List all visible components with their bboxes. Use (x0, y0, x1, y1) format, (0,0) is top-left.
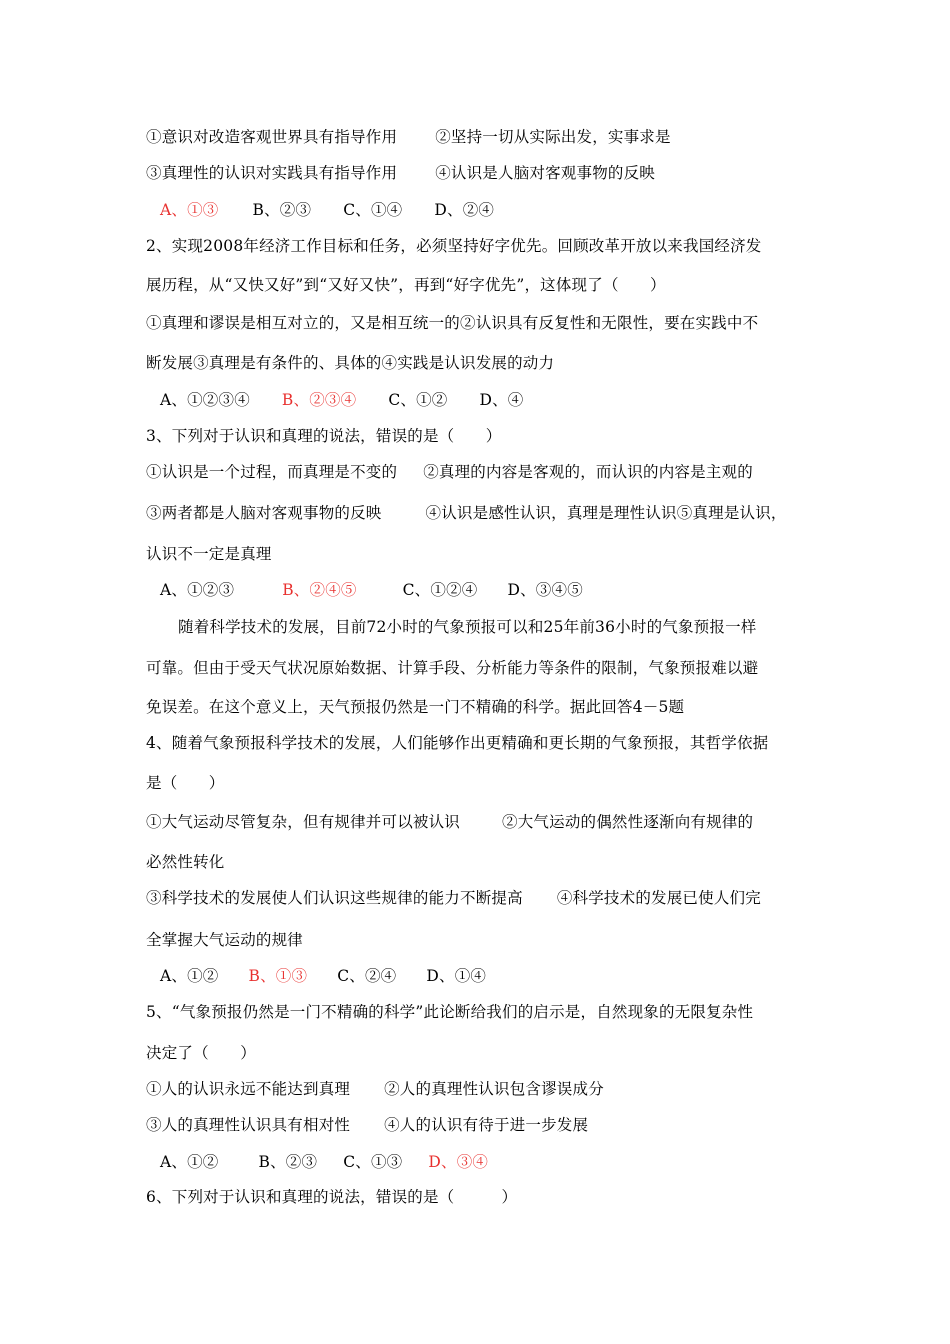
q5-choices (160, 1152, 488, 1172)
q3-option-3: ③两者都是人脑对客观事物的反映 (146, 504, 382, 522)
q5-option-1: ①人的认识永远不能达到真理 (146, 1080, 351, 1098)
q2-choices (160, 390, 524, 410)
q2-choice-b: B、②③④ (281, 391, 357, 409)
q1-option-1: ①意识对改造客观世界具有指导作用 (146, 128, 398, 146)
q6-stem: 6、下列对于认识和真理的说法，错误的是（ ） (146, 1188, 518, 1206)
q5-option-4: ④人的认识有待于进一步发展 (384, 1116, 589, 1134)
q3-option-2: ②真理的内容是客观的，而认识的内容是主观的 (423, 463, 753, 481)
q5-option-3: ③人的真理性认识具有相对性 (146, 1116, 351, 1134)
q3-option-1: ①认识是一个过程，而真理是不变的 (146, 463, 398, 481)
q3-option-4-5: ④认识是感性认识，真理是理性认识⑤真理是认识， (425, 504, 787, 522)
q1-choice-b: B、②③ (252, 201, 312, 219)
q4-choices (160, 966, 486, 986)
q4-options-line-4: 全掌握大气运动的规律 (146, 931, 304, 949)
q1-option-3: ③真理性的认识对实践具有指导作用 (146, 164, 398, 182)
passage-line-3: 免误差。在这个意义上，天气预报仍然是一门不精确的科学。据此回答4－5题 (146, 698, 685, 716)
q5-choice-a: A、①② (160, 1153, 219, 1171)
q2-choice-d: D、④ (479, 391, 524, 409)
q2-options-line-1: ①真理和谬误是相互对立的，又是相互统一的②认识具有反复性和无限性，要在实践中不 (146, 314, 759, 332)
q4-choice-d: D、①④ (426, 967, 487, 985)
q3-choice-c: C、①②④ (402, 581, 478, 599)
q5-choice-b: B、②③ (258, 1153, 318, 1171)
q1-option-4: ④认识是人脑对客观事物的反映 (435, 164, 656, 182)
q3-choice-d: D、③④⑤ (507, 581, 583, 599)
q3-stem: 3、下列对于认识和真理的说法，错误的是（ ） (146, 427, 502, 445)
q5-choice-c: C、①③ (343, 1153, 403, 1171)
passage-line-1: 随着科学技术的发展，目前72小时的气象预报可以和25年前36小时的气象预报一样 (178, 618, 757, 636)
q3-choice-b: B、②④⑤ (282, 581, 357, 599)
q4-choice-a: A、①② (160, 967, 219, 985)
q5-options-line-1 (146, 1079, 604, 1099)
q1-options-line-1 (146, 127, 671, 147)
q1-choice-a: A、①③ (160, 201, 219, 219)
q5-options-line-2 (146, 1115, 588, 1135)
q4-options-line-2: 必然性转化 (146, 853, 225, 871)
q2-choice-a: A、①②③④ (160, 391, 250, 409)
q3-choice-a: A、①②③ (160, 581, 235, 599)
q4-choice-c: C、②④ (337, 967, 397, 985)
q1-choice-d: D、②④ (434, 201, 495, 219)
q2-options-line-2: 断发展③真理是有条件的、具体的④实践是认识发展的动力 (146, 354, 555, 372)
q4-options-line-3 (146, 888, 761, 908)
q4-choice-b: B、①③ (248, 967, 308, 985)
q4-option-3: ③科学技术的发展使人们认识这些规律的能力不断提高 (146, 889, 523, 907)
q5-stem-line-2: 决定了（ ） (146, 1044, 256, 1062)
q5-option-2: ②人的真理性认识包含谬误成分 (384, 1080, 604, 1098)
q5-choice-d: D、③④ (428, 1153, 489, 1171)
q3-options-line-1 (146, 462, 753, 482)
q2-choice-c: C、①② (388, 391, 448, 409)
passage-line-2: 可靠。但由于受天气状况原始数据、计算手段、分析能力等条件的限制，气象预报难以避 (146, 659, 759, 677)
q1-option-2: ②坚持一切从实际出发，实事求是 (435, 128, 671, 146)
q4-option-4: ④科学技术的发展已使人们完 (556, 889, 761, 907)
q3-choices (160, 580, 583, 600)
q4-stem-line-2: 是（ ） (146, 774, 225, 792)
q4-options-line-1 (146, 812, 753, 832)
q1-options-line-2 (146, 163, 655, 183)
q5-stem-line-1: 5、“气象预报仍然是一门不精确的科学”此论断给我们的启示是，自然现象的无限复杂性 (146, 1003, 754, 1021)
q1-choice-c: C、①④ (343, 201, 403, 219)
q2-stem-line-2: 展历程，从“又快又好”到“又好又快”，再到“好字优先”，这体现了（ ） (146, 276, 666, 294)
q4-option-1: ①大气运动尽管复杂，但有规律并可以被认识 (146, 813, 461, 831)
q3-options-line-2 (146, 503, 787, 523)
q4-stem-line-1: 4、随着气象预报科学技术的发展，人们能够作出更精确和更长期的气象预报，其哲学依据 (146, 734, 769, 752)
q3-options-line-3: 认识不一定是真理 (146, 545, 272, 563)
q1-choices (160, 200, 494, 220)
q2-stem-line-1: 2、实现2008年经济工作目标和任务，必须坚持好字优先。回顾改革开放以来我国经济发 (146, 237, 762, 255)
q4-option-2: ②大气运动的偶然性逐渐向有规律的 (502, 813, 754, 831)
